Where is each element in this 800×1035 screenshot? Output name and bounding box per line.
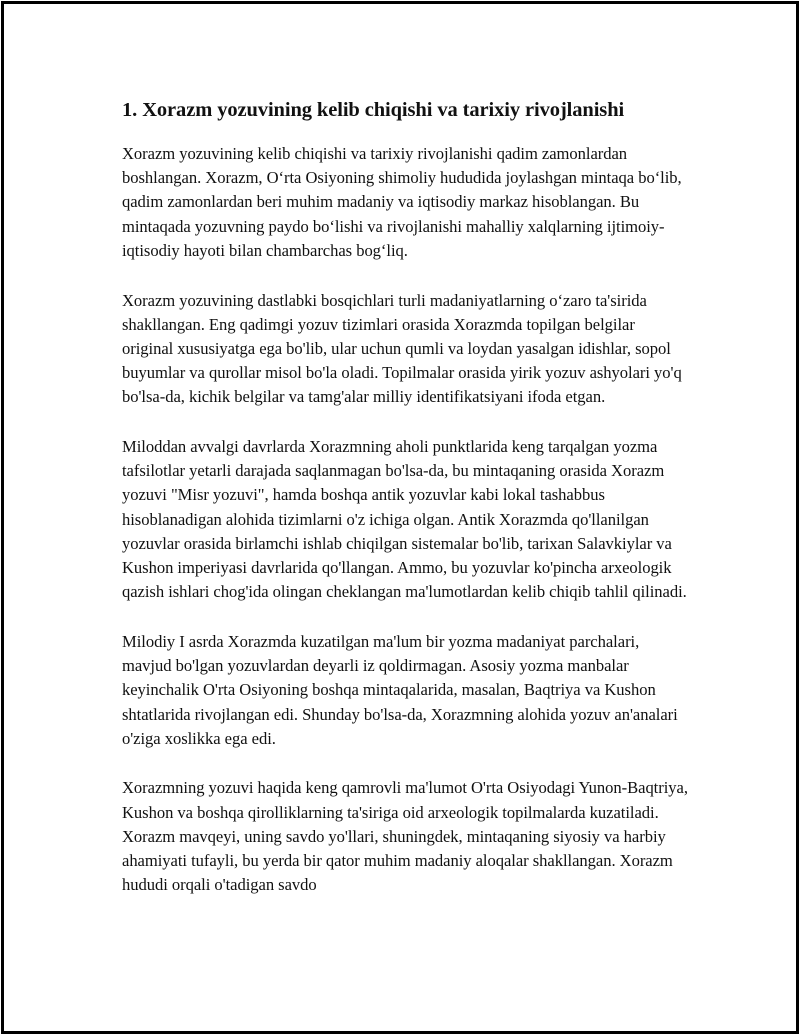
paragraph-5: Xorazmning yozuvi haqida keng qamrovli ma'lumot O'rta Osiyodagi Yunon-Baqtriya, Kushon va boshqa qirolliklarning ta'siriga oid arxeologik topilmalarda kuzatiladi. Xorazm mavqeyi, uning savdo yo'llari, shuningdek, mintaqaning siyosiy va harbiy ahamiyati tufayli, bu yerda bir qator muhim madaniy aloqalar shakllangan. Xorazm hududi orqali o'tadigan savdo (122, 778, 688, 895)
section-heading: 1. Xorazm yozuvining kelib chiqishi va tarixiy rivojlanishi (122, 99, 625, 121)
paragraph-2: Xorazm yozuvining dastlabki bosqichlari turli madaniyatlarning o‘zaro ta'sirida shakllangan. Eng qadimgi yozuv tizimlari orasida Xorazmda topilgan belgilar original xususiyatga ega bo'lib, ular uchun qumli va loydan yasalgan idishlar, sopol buyumlar va qurollar misol bo'la oladi. Topilmalar orasida yirik yozuv ashyolari yo'q bo'lsa-da, kichik belgilar va tamg'alar milliy identifikatsiyani ifoda etgan. (122, 290, 682, 407)
paragraph-4: Milodiy I asrda Xorazmda kuzatilgan ma'lum bir yozma madaniyat parchalari, mavjud bo'lgan yozuvlardan deyarli iz qoldirmagan. Asosiy yozma manbalar keyinchalik O'rta Osiyoning boshqa mintaqalarida, masalan, Baqtriya va Kushon shtatlarida rivojlangan edi. Shunday bo'lsa-da, Xorazmning alohida yozuv an'analari o'ziga xoslikka ega edi. (122, 631, 678, 748)
document-body (122, 96, 688, 923)
page-frame (1, 1, 799, 1034)
paragraph-1: Xorazm yozuvining kelib chiqishi va tarixiy rivojlanishi qadim zamonlardan boshlangan. Xorazm, O‘rta Osiyoning shimoliy hududida joylashgan mintaqa bo‘lib, qadim zamonlardan beri muhim madaniy va iqtisodiy markaz hisoblangan. Bu mintaqada yozuvning paydo bo‘lishi va rivojlanishi mahalliy xalqlarning ijtimoiy-iqtisodiy hayoti bilan chambarchas bog‘liq. (122, 144, 682, 260)
paragraph-3: Miloddan avvalgi davrlarda Xorazmning aholi punktlarida keng tarqalgan yozma tafsilotlar yetarli darajada saqlanmagan bo'lsa-da, bu mintaqaning orasida Xorazm yozuvi "Misr yozuvi", hamda boshqa antik yozuvlar kabi lokal tashabbus hisoblanadigan alohida tizimlarni o'z ichiga olgan. Antik Xorazmda qo'llanilgan yozuvlar orasida birlamchi ishlab chiqilgan sistemalar bo'lib, tarixan Salavkiylar va Kushon imperiyasi davrlarida qo'llangan. Ammo, bu yozuvlar ko'pincha arxeologik qazish ishlari chog'ida olingan cheklangan ma'lumotlardan kelib chiqib tahlil qilinadi. (122, 437, 687, 602)
